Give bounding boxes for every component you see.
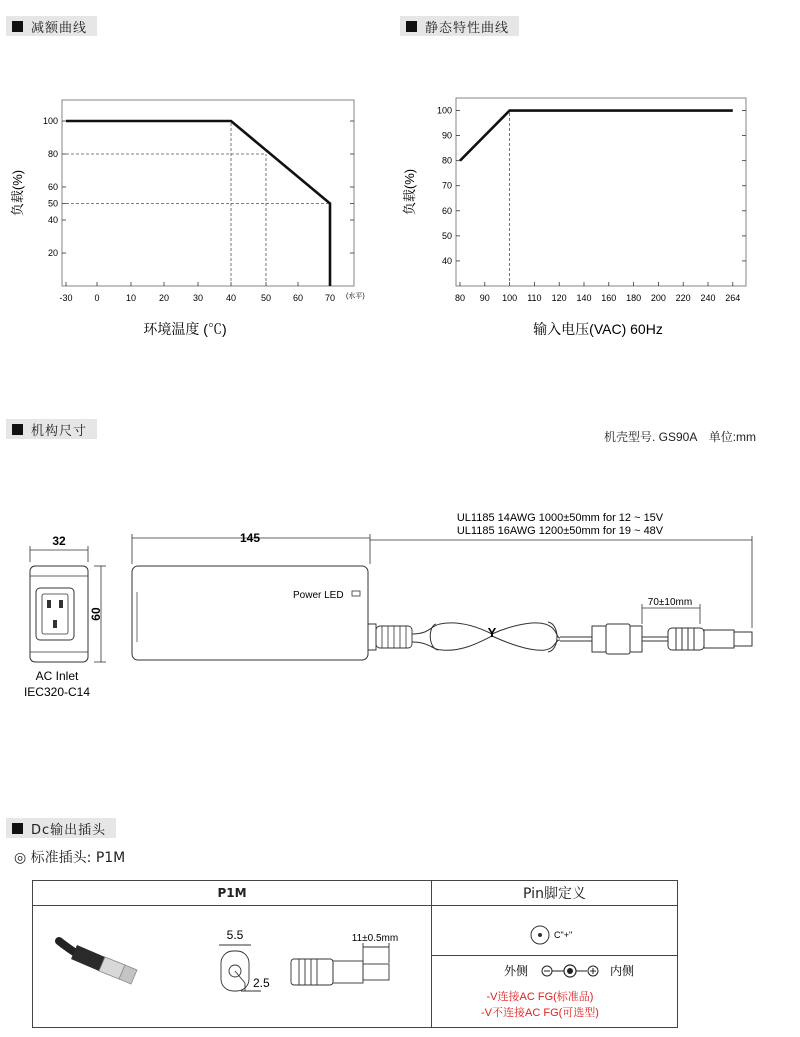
section-title: 机构尺寸	[31, 423, 88, 439]
section-title: 减额曲线	[31, 20, 88, 36]
y-tick-label: 100	[42, 116, 58, 126]
y-tick-label: 50	[47, 198, 58, 209]
y-tick-label: 60	[441, 205, 452, 216]
section-title: 静态特性曲线	[425, 20, 510, 36]
section-title: Dc输出插头	[31, 822, 107, 838]
x-tick-label: 80	[454, 293, 466, 303]
ferrite-distance: 70±10mm	[647, 597, 693, 608]
plug-diagrams	[33, 905, 431, 1027]
plug-length: 11±0.5mm	[351, 933, 399, 944]
square-bullet-icon	[12, 424, 23, 435]
square-bullet-icon	[406, 21, 417, 32]
square-bullet-icon	[12, 823, 23, 834]
y-tick-label: 90	[441, 130, 452, 141]
x-tick-label: 180	[626, 293, 642, 303]
table-left-header: P1M	[33, 881, 432, 906]
derating-chart	[0, 60, 400, 350]
x-tick-label: 50	[260, 293, 272, 303]
cable-spec-line2: UL1185 16AWG 1200±50mm for 19 ~ 48V	[456, 525, 664, 537]
section-header-dc-plug	[6, 818, 116, 838]
x-axis-label: 输入电压(VAC) 60Hz	[533, 321, 663, 337]
x-tick-label: 140	[576, 293, 592, 303]
y-axis-label: 负载(%)	[402, 168, 417, 216]
x-tick-label: 240	[700, 293, 716, 303]
height-dimension: 60	[89, 607, 103, 621]
table-right-header: Pin脚定义	[432, 881, 677, 906]
square-bullet-icon	[12, 21, 23, 32]
outer-diameter: 5.5	[226, 928, 244, 942]
length-dimension: 145	[239, 531, 261, 545]
y-tick-label: 40	[441, 255, 452, 266]
x-tick-label: 30	[192, 293, 204, 303]
inner-diameter: 2.5	[253, 976, 270, 990]
case-info: 机壳型号. GS90A 单位:mm	[604, 430, 757, 444]
y-tick-label: 80	[441, 155, 452, 166]
dc-plug-side	[668, 628, 752, 650]
x-tick-label: 264	[725, 293, 741, 303]
y-marker: Y	[487, 625, 497, 640]
side-view	[24, 534, 106, 699]
adapter-body	[132, 531, 412, 660]
y-tick-label: 100	[436, 105, 452, 116]
outer-side-label: 外侧	[504, 964, 529, 978]
x-unit-note: (水平)	[346, 293, 365, 300]
static-characteristic-chart	[398, 60, 800, 350]
pin-definition	[432, 905, 677, 1027]
center-positive-label: C"+"	[554, 930, 573, 940]
plug-table	[32, 880, 678, 1028]
x-tick-label: 100	[502, 293, 518, 303]
x-tick-label: 70	[324, 293, 336, 303]
y-tick-label: 40	[47, 215, 58, 225]
plug-side-view	[291, 943, 389, 985]
section-header-static	[400, 16, 519, 36]
x-tick-label: 0	[94, 293, 100, 303]
series-line	[460, 111, 733, 161]
cable-spec-line1: UL1185 14AWG 1000±50mm for 12 ~ 15V	[456, 512, 664, 524]
plot-frame	[456, 98, 746, 286]
polarity-symbol	[542, 965, 598, 977]
plug-photo	[59, 941, 137, 984]
ac-inlet-type: IEC320-C14	[23, 685, 91, 699]
x-tick-label: 110	[527, 293, 542, 303]
power-led-label: Power LED	[293, 590, 344, 601]
dc-cable	[412, 622, 592, 652]
x-tick-label: 200	[650, 293, 666, 303]
standard-plug-label: ◎ 标准插头: P1M	[14, 850, 126, 866]
x-tick-label: 90	[479, 293, 490, 303]
y-tick-label: 20	[47, 248, 58, 258]
mechanical-drawing	[0, 500, 800, 710]
y-tick-label: 80	[47, 149, 58, 159]
inner-side-label: 内侧	[610, 964, 635, 978]
y-tick-label: 70	[441, 180, 452, 191]
x-axis-label: 环境温度 (℃)	[143, 321, 227, 337]
section-header-derating	[6, 16, 97, 36]
x-tick-label: 220	[675, 293, 691, 303]
x-tick-label: -30	[59, 293, 73, 303]
x-tick-label: 40	[225, 293, 237, 303]
section-header-mechanical	[6, 419, 97, 439]
x-tick-label: 10	[125, 293, 137, 303]
x-tick-label: 20	[158, 293, 170, 303]
fg-note-standard: -V连接AC FG(标准品)	[486, 991, 594, 1003]
plot-frame	[62, 100, 354, 286]
ferrite-core	[592, 624, 668, 654]
y-tick-label: 50	[441, 230, 452, 241]
x-tick-label: 60	[292, 293, 304, 303]
x-tick-label: 120	[551, 293, 567, 303]
y-tick-label: 60	[47, 182, 58, 192]
y-axis-label: 负载(%)	[10, 169, 25, 217]
x-tick-label: 160	[601, 293, 617, 303]
fg-note-optional: -V不连接AC FG(可选型)	[481, 1007, 599, 1019]
width-dimension: 32	[52, 534, 66, 548]
led-indicator	[352, 591, 360, 596]
ac-inlet-label: AC Inlet	[35, 669, 79, 683]
